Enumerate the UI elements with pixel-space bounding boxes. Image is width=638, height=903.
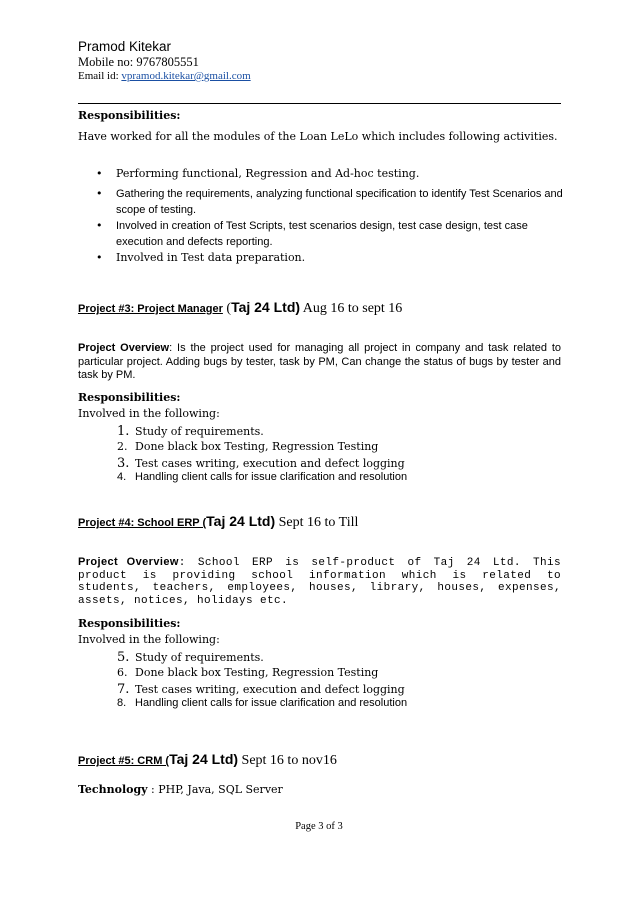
project-5-label: Project #5: CRM ( (78, 755, 170, 767)
project-5-company: Taj 24 Ltd) (169, 751, 239, 767)
email-label: Email id: (78, 70, 122, 82)
project-4-title (78, 513, 358, 531)
overview-label: Project Overview (78, 556, 179, 568)
email-link[interactable]: vpramod.kitekar@gmail.com (121, 70, 251, 82)
project-4-dates: Sept 16 to Till (275, 515, 359, 530)
project-3-company: Taj 24 Ltd) (231, 299, 301, 315)
project-3-dates: Aug 16 to sept 16 (300, 301, 403, 316)
project-5-dates: Sept 16 to nov16 (238, 753, 337, 768)
list-item: 1. Study of requirements. (117, 424, 264, 439)
page-number: Page 3 of 3 (295, 821, 343, 832)
project-4-responsibilities-heading: Responsibilities: (78, 617, 181, 630)
project-3-title (78, 299, 402, 317)
technology-label: Technology (78, 783, 148, 796)
project-4-label: Project #4: School ERP ( (78, 517, 207, 529)
mobile-number: Mobile no: 9767805551 (78, 55, 199, 69)
bullet-item: • Performing functional, Regression and Ad-hoc testing. (96, 166, 566, 182)
overview-text: : School ERP is self-product of Taj 24 Ltd. This product is providing school information which is related to students, teachers, employees, houses, library, houses, expenses, assets, notices, holidays etc. (78, 557, 561, 607)
project-3-overview (78, 342, 561, 383)
header-divider (78, 103, 561, 104)
project-3-involved: Involved in the following: (78, 407, 220, 420)
technology-text: : PHP, Java, SQL Server (147, 783, 283, 796)
overview-text: : Is the project used for managing all project in company and task related to particular project. Adding bugs by tester, task by PM, Can change the status of bugs by tester and task by PM. (78, 342, 561, 381)
project-4-company: Taj 24 Ltd) (206, 513, 276, 529)
project-5-technology (78, 783, 283, 796)
project-5-title (78, 751, 337, 769)
responsibilities-heading: Responsibilities: (78, 109, 181, 122)
project-3-paren: ( (222, 301, 232, 316)
bullet-item: • Gathering the requirements, analyzing functional specification to identify Test Scenarios and scope of testing. (96, 186, 566, 218)
email-line (78, 70, 251, 82)
list-item: 2. Done black box Testing, Regression Testing (117, 439, 379, 453)
overview-label: Project Overview (78, 342, 170, 354)
responsibility-bullets (96, 166, 566, 266)
project-3-list (117, 424, 407, 487)
list-item: 5. Study of requirements. (117, 650, 264, 665)
intro-text: Have worked for all the modules of the Loan LeLo which includes following activities. (78, 130, 558, 143)
project-3-label: Project #3: Project Manager (78, 303, 223, 315)
list-item: 4. Handling client calls for issue clarification and resolution (117, 471, 408, 484)
project-4-overview (78, 556, 561, 607)
list-item: 8. Handling client calls for issue clarification and resolution (117, 697, 408, 710)
project-4-involved: Involved in the following: (78, 633, 220, 646)
project-3-responsibilities-heading: Responsibilities: (78, 391, 181, 404)
list-item: 3. Test cases writing, execution and defect logging (117, 455, 405, 471)
candidate-name: Pramod Kitekar (78, 39, 172, 54)
bullet-item: • Involved in Test data preparation. (96, 250, 566, 266)
bullet-item: • Involved in creation of Test Scripts, test scenarios design, test case design, test case execution and defects reporting. (96, 218, 566, 250)
list-item: 7. Test cases writing, execution and defect logging (117, 681, 405, 697)
list-item: 6. Done black box Testing, Regression Testing (117, 665, 379, 679)
project-4-list (117, 650, 407, 713)
